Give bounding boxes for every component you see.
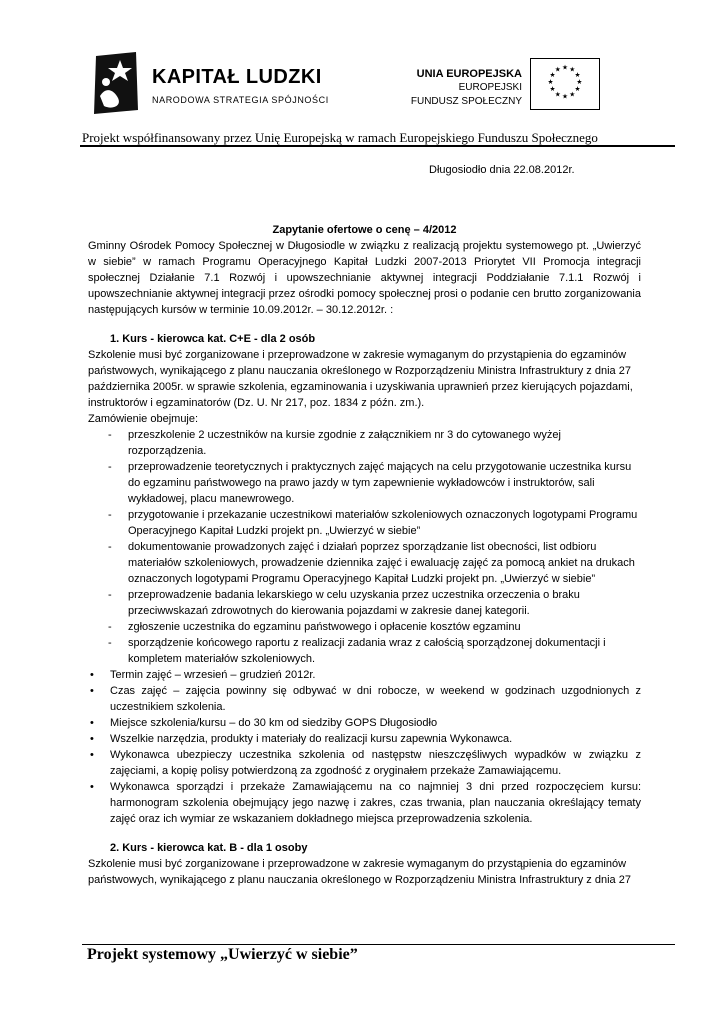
- svg-text:★: ★: [569, 65, 576, 74]
- document-date: Długosiodło dnia 22.08.2012r.: [429, 164, 575, 176]
- section-1-text: Szkolenie musi być zorganizowane i przeprowadzone w zakresie wymaganym do przystąpienia do egzaminów państwowych, wynikającego z planu nauczania określonego w Rozporządzeniu Ministra Infrastruktury z dnia 27 października 2005r. w sprawie szkolenia, egzaminowania i uzyskiwania uprawnień przez kierujących pojazdami, instruktorów i egzaminatorów (Dz. U. Nr 217, poz. 1834 z późn. zm.).: [88, 349, 633, 409]
- list-item: • Wykonawca ubezpieczy uczestnika szkolenia od następstw nieszczęśliwych wypadków w związku z zajęciami, a kopię polisy potwierdzoną za zgodność z oryginałem przekaże Zamawiającemu.: [88, 747, 641, 779]
- eu-fund-label: [404, 67, 522, 109]
- header-divider: [80, 145, 675, 147]
- list-item: - zgłoszenie uczestnika do egzaminu państwowego i opłacenie kosztów egzaminu: [88, 619, 641, 635]
- eu-line-3: FUNDUSZ SPOŁECZNY: [410, 96, 522, 107]
- intro-paragraph: Gminny Ośrodek Pomocy Społecznej w Długosiodle w związku z realizacją projektu systemowego pt. „Uwierzyć w siebie” w ramach Programu Operacyjnego Kapitał Ludzki 2007-2013 Priorytet VII Promocja integracji społecznej Działanie 7.1 Rozwój i upowszechnianie aktywnej integracji Poddziałanie 7.1.1 Rozwój i upowszechnianie aktywnej integracji przez ośrodki pomocy społecznej prosi o podanie cen brutto zorganizowania następujących kursów w terminie 10.09.2012r. – 30.12.2012r. :: [88, 240, 641, 316]
- list-item: • Wykonawca sporządzi i przekaże Zamawiającemu na co najmniej 3 dni przed rozpoczęciem kursu: harmonogram szkolenia obejmujący jego nazwę i zakres, czas trwania, plan nauczania określający tematy zajęć oraz ich wymiar ze wskazaniem dokładnego miejsca przeprowadzenia szkolenia.: [88, 779, 641, 827]
- list-item: - przygotowanie i przekazanie uczestnikowi materiałów szkoleniowych oznaczonych logotypami Programu Operacyjnego Kapitał Ludzki projekt pn. „Uwierzyć w siebie”: [88, 507, 641, 539]
- footer-project-name: Projekt systemowy „Uwierzyć w siebie”: [87, 946, 358, 963]
- kapital-ludzki-subtitle: NARODOWA STRATEGIA SPÓJNOŚCI: [152, 95, 329, 105]
- svg-text:★: ★: [569, 90, 576, 99]
- svg-text:★: ★: [561, 63, 569, 72]
- eu-flag-icon: [530, 58, 600, 110]
- order-label: Zamówienie obejmuje:: [88, 413, 199, 425]
- footer-divider: [82, 944, 675, 945]
- document-title: Zapytanie ofertowe o cenę – 4/2012: [272, 224, 457, 236]
- svg-text:★: ★: [574, 70, 581, 79]
- eu-line-1: UNIA EUROPEJSKA: [416, 68, 522, 80]
- svg-text:★: ★: [561, 92, 569, 101]
- list-item: • Termin zajęć – wrzesień – grudzień 2012r.: [88, 667, 641, 683]
- list-item: - przeprowadzenie badania lekarskiego w celu uzyskania przez uczestnika orzeczenia o braku przeciwwskazań zdrowotnych do kierowania pojazdami w zakresie danej kategorii.: [88, 587, 641, 619]
- svg-text:★: ★: [554, 65, 561, 74]
- svg-text:★: ★: [549, 85, 556, 94]
- eu-line-2: EUROPEJSKI: [458, 82, 522, 93]
- document-body: [88, 222, 641, 888]
- svg-text:★: ★: [549, 70, 556, 79]
- section-1-title: 1. Kurs - kierowca kat. C+E - dla 2 osób: [110, 333, 316, 345]
- section-2-title: 2. Kurs - kierowca kat. B - dla 1 osoby: [110, 842, 308, 854]
- svg-text:★: ★: [576, 78, 583, 86]
- svg-text:★: ★: [554, 90, 561, 99]
- cofinance-line: Projekt współfinansowany przez Unię Europejską w ramach Europejskiego Funduszu Społecznego: [82, 130, 598, 145]
- kapital-ludzki-logo-icon: [92, 52, 140, 114]
- list-item: • Wszelkie narzędzia, produkty i materiały do realizacji kursu zapewnia Wykonawca.: [88, 731, 641, 747]
- kapital-ludzki-title: KAPITAŁ LUDZKI: [152, 66, 322, 88]
- order-dash-list: [88, 427, 641, 667]
- list-item: • Czas zajęć – zajęcia powinny się odbywać w dni robocze, w weekend w godzinach uzgodnionych z uczestnikiem szkolenia.: [88, 683, 641, 715]
- terms-bullet-list: [88, 667, 641, 827]
- svg-text:★: ★: [574, 85, 581, 94]
- list-item: • Miejsce szkolenia/kursu – do 30 km od siedziby GOPS Długosiodło: [88, 715, 641, 731]
- section-2-text: Szkolenie musi być zorganizowane i przeprowadzone w zakresie wymaganym do przystąpienia do egzaminów państwowych, wynikającego z planu nauczania określonego w Rozporządzeniu Ministra Infrastruktury z dnia 27: [88, 858, 631, 886]
- svg-text:★: ★: [547, 78, 554, 86]
- list-item: - przeprowadzenie teoretycznych i praktycznych zajęć mających na celu przygotowanie uczestnika kursu do egzaminu państwowego na prawo jazdy w tym zapewnienie wykładowców i instruktorów, sali wykładowej, placu manewrowego.: [88, 459, 641, 507]
- list-item: - przeszkolenie 2 uczestników na kursie zgodnie z załącznikiem nr 3 do cytowanego wyżej rozporządzenia.: [88, 427, 641, 459]
- list-item: - dokumentowanie prowadzonych zajęć i działań poprzez sporządzanie list obecności, list odbioru materiałów szkoleniowych, prowadzenie dziennika zajęć i ewaluację zajęć za pomocą ankiet na drukach oznaczonych logotypami Programu Operacyjnego Kapitał Ludzki projekt pn. „Uwierzyć w siebie”: [88, 539, 641, 587]
- list-item: - sporządzenie końcowego raportu z realizacji zadania wraz z całością sporządzonej dokumentacji i kompletem materiałów szkoleniowych.: [88, 635, 641, 667]
